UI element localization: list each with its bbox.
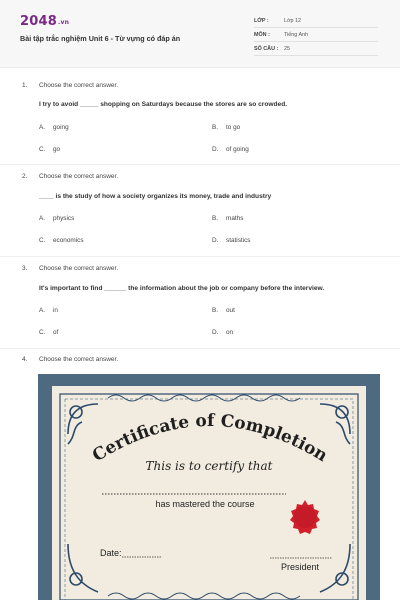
certificate-signer: President (280, 562, 320, 572)
meta-count-value: 25 (284, 46, 290, 52)
meta-grade-row (254, 16, 378, 28)
question-1-prompt: Choose the correct answer. (39, 82, 119, 89)
meta-count-label: SỐ CÂU : (254, 46, 279, 52)
logo-suffix: .vn (57, 19, 70, 26)
question-2-prompt: Choose the correct answer. (39, 173, 119, 180)
question-3-header (22, 265, 118, 272)
question-3-option-c[interactable]: C. of (39, 329, 59, 336)
meta-grade-label: LỚP : (254, 18, 269, 24)
question-1-number: 1. (22, 82, 28, 89)
question-2-stem: ____ is the study of how a society organizes its money, trade and industry (39, 193, 272, 200)
certificate-subtitle: This is to certify that (145, 459, 273, 473)
certificate-date-label: Date: (100, 548, 122, 558)
meta-subject-label: MÔN : (254, 32, 270, 38)
question-1-stem: I try to avoid _____ shopping on Saturdays because the stores are so crowded. (39, 101, 288, 108)
question-4-header (22, 356, 118, 363)
question-3-option-d[interactable]: D. on (212, 329, 234, 336)
question-1-option-b[interactable]: B. to go (212, 124, 241, 131)
question-3-number: 3. (22, 265, 28, 272)
question-3-option-a[interactable]: A. in (39, 307, 58, 314)
meta-grade-value: Lớp 12 (284, 18, 302, 24)
question-1-option-d[interactable]: D. of going (212, 146, 249, 153)
question-2-header (22, 173, 118, 180)
divider (0, 348, 400, 349)
question-3-stem: It's important to find ______ the information about the job or company before the interview. (39, 285, 325, 292)
question-1-option-a[interactable]: A. going (39, 124, 69, 131)
question-4-prompt: Choose the correct answer. (39, 356, 119, 363)
certificate-course-line: has mastered the course (155, 499, 255, 509)
meta-subject-value: Tiếng Anh (284, 32, 309, 38)
site-logo[interactable] (20, 14, 69, 29)
document-header (0, 0, 400, 68)
question-2-number: 2. (22, 173, 28, 180)
document-title: Bài tập trắc nghiệm Unit 6 - Từ vựng có đáp án (20, 34, 181, 43)
question-2-option-c[interactable]: C. economics (39, 237, 84, 244)
question-3-prompt: Choose the correct answer. (39, 265, 119, 272)
question-1-option-c[interactable]: C. go (39, 146, 61, 153)
certificate-image (38, 374, 380, 600)
divider (0, 256, 400, 257)
meta-subject-row (254, 30, 378, 42)
meta-count-row (254, 44, 378, 56)
logo-text: 2048 (20, 14, 57, 29)
question-3-option-b[interactable]: B. out (212, 307, 235, 314)
question-2-option-b[interactable]: B. maths (212, 215, 244, 222)
question-2-option-d[interactable]: D. statistics (212, 237, 251, 244)
question-2-option-a[interactable]: A. physics (39, 215, 75, 222)
question-4-number: 4. (22, 356, 28, 363)
question-1-header (22, 82, 118, 89)
certificate-title: Certificate of Completion (89, 410, 331, 467)
divider (0, 164, 400, 165)
certificate-graphic (38, 374, 380, 600)
